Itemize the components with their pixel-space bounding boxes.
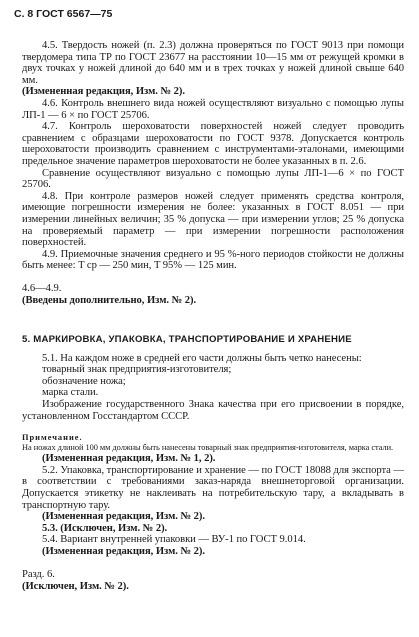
paragraph-4-5: 4.5. Твердость ножей (п. 2.3) должна проверяться по ГОСТ 9013 при помощи твердомера типа ТР по ГОСТ 23677 на расстоянии 10—15 мм от режущей кромки в двух точках у ножей длиной до 640 мм и в трех точках у ножей длиной свыше 640 мм. bbox=[22, 40, 404, 86]
paragraph-4-6: 4.6. Контроль внешнего вида ножей осуществляют визуально с помощью лупы ЛП-1 — 6 × по ГОСТ 25706. bbox=[22, 97, 404, 121]
paragraph-4-9: 4.9. Приемочные значения среднего и 95 %-ного периодов стойкости не должны быть менее: T ср — 250 мин, T 95% — 125 мин. bbox=[22, 248, 404, 272]
paragraph-5-1: 5.1. На каждом ноже в средней его части должны быть четко нанесены: bbox=[42, 352, 362, 364]
section-5-heading: 5. МАРКИРОВКА, УПАКОВКА, ТРАНСПОРТИРОВАНИЕ И ХРАНЕНИЕ bbox=[22, 333, 352, 345]
paragraph-4-7-b: Сравнение осуществляют визуально с помощью лупы ЛП-1—6 × по ГОСТ 25706. bbox=[22, 167, 404, 191]
paragraph-5-4: 5.4. Вариант внутренней упаковки — ВУ-1 по ГОСТ 9.014. bbox=[42, 534, 306, 546]
amendment-note: (Измененная редакция, Изм. № 1, 2). bbox=[42, 453, 216, 465]
page-header: С. 8 ГОСТ 6567—75 bbox=[14, 8, 113, 20]
paragraph-4-6-4-9 bbox=[22, 272, 404, 307]
section-6-status: (Исключен, Изм. № 2). bbox=[22, 580, 129, 592]
paragraph-4-7: 4.7. Контроль шероховатости поверхностей ножей следует проводить сравнением с образцами шероховатости по ГОСТ 9378. Допускается контроль шероховатости производить сравнением с инструментами-эталонами, имеющими предельное значение параметров шероховатости не более указанных в п. 2.6. bbox=[22, 121, 404, 167]
paragraph-ref: 4.6—4.9. bbox=[22, 283, 62, 295]
amendment-note: (Измененная редакция, Изм. № 2). bbox=[22, 86, 185, 98]
paragraph-4-8: 4.8. При контроле размеров ножей следует применять средства контроля, имеющие погрешности измерения не более: указанных в ГОСТ 8.051 — при измерении линейных величин; 35 % допуска — при измерении углов; 25 % допуска на проверяемый параметр — при измерении погрешности расположения поверхностей. bbox=[22, 190, 404, 249]
list-item-steel-grade: марка стали. bbox=[42, 387, 99, 399]
document-body bbox=[22, 40, 404, 592]
amendment-note: (Измененная редакция, Изм. № 2). bbox=[42, 545, 205, 557]
section-6-label: Разд. 6. bbox=[22, 569, 55, 581]
note-heading: Примечание. bbox=[22, 433, 83, 443]
note-text: На ножах длиной 100 мм должны быть нанесены товарный знак предприятия-изготовителя, марка стали. bbox=[22, 443, 394, 453]
section-6-ref bbox=[22, 558, 404, 593]
paragraph-5-3: 5.3. (Исключен, Изм. № 2). bbox=[42, 522, 168, 534]
amendment-note: (Измененная редакция, Изм. № 2). bbox=[42, 511, 205, 523]
note bbox=[22, 423, 404, 453]
paragraph-5-2: 5.2. Упаковка, транспортирование и хранение — по ГОСТ 18088 для экспорта — в соответствии с требованиями заказ-наряда внешнеторговой организации. Допускается этикетку не наклеивать на потребительскую тару, а вкладывать в транспортную тару. bbox=[22, 464, 404, 511]
list-item-trademark: товарный знак предприятия-изготовителя; bbox=[42, 364, 232, 376]
paragraph-5-1-b: Изображение государственного Знака качества при его присвоении в порядке, установленном Госстандартом СССР. bbox=[22, 399, 404, 422]
list-item-designation: обозначение ножа; bbox=[42, 375, 126, 387]
amendment-note: (Введены дополнительно, Изм. № 2). bbox=[22, 295, 197, 307]
